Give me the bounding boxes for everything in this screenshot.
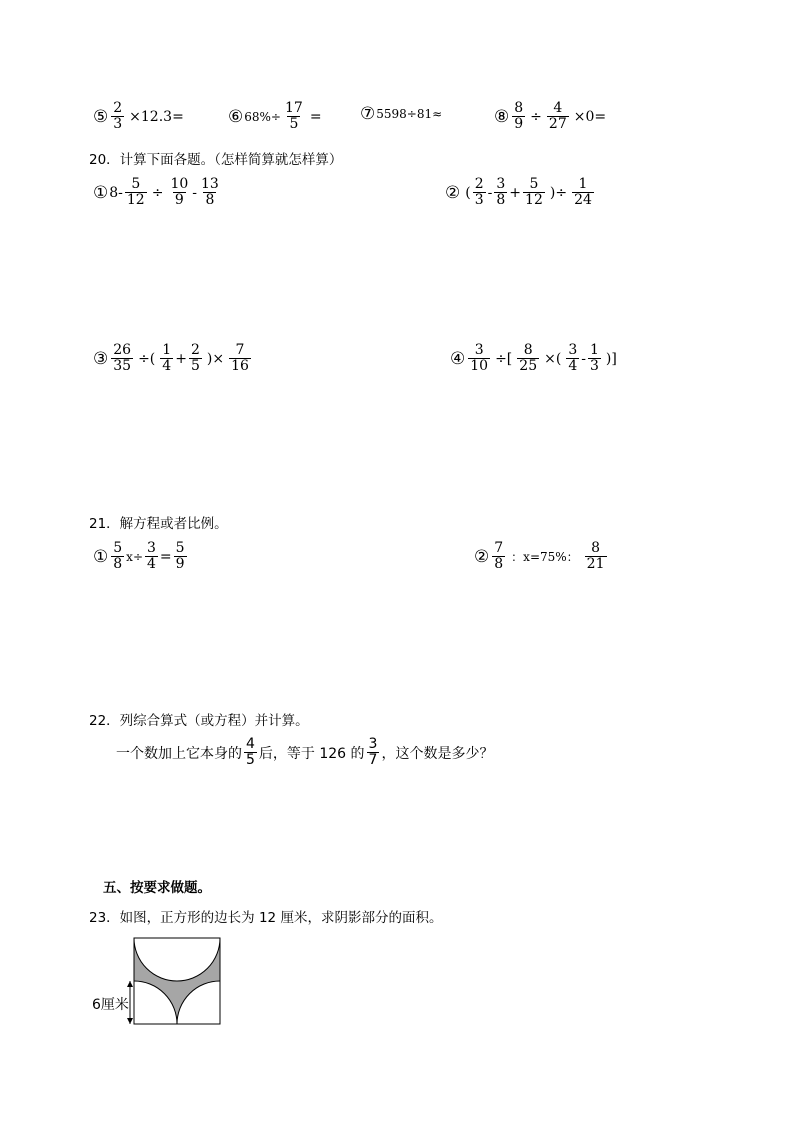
expression: 5598÷81≈ (376, 107, 443, 121)
fraction: $\frac{2}{3}$ (474, 176, 484, 208)
fraction: $\frac{2}{3}$ (113, 100, 123, 132)
fraction: $\frac{3}{8}$ (496, 176, 506, 208)
q20-part-1 (93, 177, 223, 208)
operator: ×( (544, 350, 562, 367)
operator: - (581, 350, 586, 367)
item-mark: ② (445, 182, 461, 203)
item-mark: ③ (93, 348, 109, 369)
fraction: $\frac{26}{35}$ (113, 342, 132, 374)
item-mark: ① (93, 546, 109, 567)
fraction: $\frac{17}{5}$ (284, 100, 303, 132)
item-mark: ⑥ (228, 106, 244, 127)
fraction: $\frac{7}{8}$ (494, 540, 504, 572)
item-mark: ① (93, 182, 109, 203)
fraction: $\frac{13}{8}$ (201, 176, 219, 208)
fraction: $\frac{3}{7}$ (368, 736, 378, 768)
fraction: $\frac{5}{12}$ (525, 176, 543, 208)
fraction: $\frac{1}{3}$ (589, 342, 599, 374)
operator: ÷ (151, 184, 164, 201)
paren: ( (465, 184, 471, 201)
fraction: $\frac{5}{8}$ (113, 540, 123, 572)
expression-tail: = (309, 108, 322, 125)
expression-tail: ×0= (573, 108, 607, 125)
fraction: $\frac{3}{10}$ (470, 342, 489, 374)
fraction: $\frac{7}{16}$ (231, 342, 249, 374)
fraction: $\frac{3}{4}$ (147, 540, 156, 572)
q19-item-8 (494, 101, 609, 132)
problem-text: ，这个数是多少？ (381, 745, 494, 762)
arrow-up-icon (127, 981, 133, 987)
fraction: $\frac{8}{25}$ (519, 342, 538, 374)
operand: 8- (109, 184, 123, 201)
operator: + (509, 184, 522, 201)
q22-title: 22．列综合算式（或方程）并计算。 (89, 713, 309, 729)
q20-title: 20．计算下面各题。（怎样简算就怎样算） (89, 152, 343, 168)
q23-figure (84, 935, 226, 1027)
expression-tail: ×12.3= (129, 108, 184, 125)
fraction: $\frac{4}{5}$ (246, 736, 255, 768)
item-mark: ④ (450, 348, 466, 369)
q19-item-6 (228, 101, 325, 132)
q20-part-2 (445, 177, 596, 208)
operator: ÷[ (495, 350, 513, 367)
q21-title: 21．解方程或者比例。 (89, 516, 228, 532)
dimension-label: 6厘米 (92, 997, 129, 1013)
operator: )÷ (549, 184, 568, 201)
section-5-title: 五、按要求做题。 (103, 880, 211, 896)
item-mark: ⑧ (494, 106, 510, 127)
fraction: $\frac{3}{4}$ (568, 342, 578, 374)
operator: = (159, 548, 172, 565)
q19-item-7 (360, 104, 442, 124)
q20-part-3 (93, 343, 253, 374)
q19-item-5 (93, 101, 187, 132)
fraction: $\frac{5}{9}$ (175, 540, 185, 572)
item-mark: ⑤ (93, 106, 109, 127)
problem-text: 后，等于 126 的 (258, 745, 365, 762)
operator: + (175, 350, 187, 367)
q23-title: 23．如图，正方形的边长为 12 厘米，求阴影部分的面积。 (89, 910, 443, 926)
bracket: )] (605, 350, 617, 367)
operator: )× (206, 350, 225, 367)
fraction: $\frac{1}{24}$ (574, 176, 592, 208)
fraction: $\frac{2}{5}$ (190, 342, 200, 374)
expression-head: 68%÷ (244, 109, 281, 124)
q20-part-4 (450, 343, 620, 374)
proportion-middle: ：x=75%： (511, 550, 579, 564)
fraction: $\frac{5}{12}$ (126, 176, 145, 208)
fraction: $\frac{1}{4}$ (162, 342, 172, 374)
item-mark: ⑦ (360, 104, 376, 124)
operator: ÷ (530, 108, 542, 125)
arrow-down-icon (127, 1018, 133, 1024)
item-mark: ② (474, 546, 490, 567)
fraction: $\frac{4}{27}$ (548, 100, 567, 132)
fraction: $\frac{8}{21}$ (586, 540, 605, 572)
fraction: $\frac{8}{9}$ (514, 100, 524, 132)
operator: - (192, 184, 198, 201)
problem-text: 一个数加上它本身的 (116, 745, 242, 762)
operator: ÷( (138, 350, 156, 367)
operator: - (487, 184, 493, 201)
q22-problem (116, 737, 493, 768)
fraction: $\frac{10}{9}$ (170, 176, 189, 208)
operator: x÷ (126, 549, 143, 564)
q21-part-1 (93, 541, 189, 572)
q21-part-2 (474, 541, 609, 572)
